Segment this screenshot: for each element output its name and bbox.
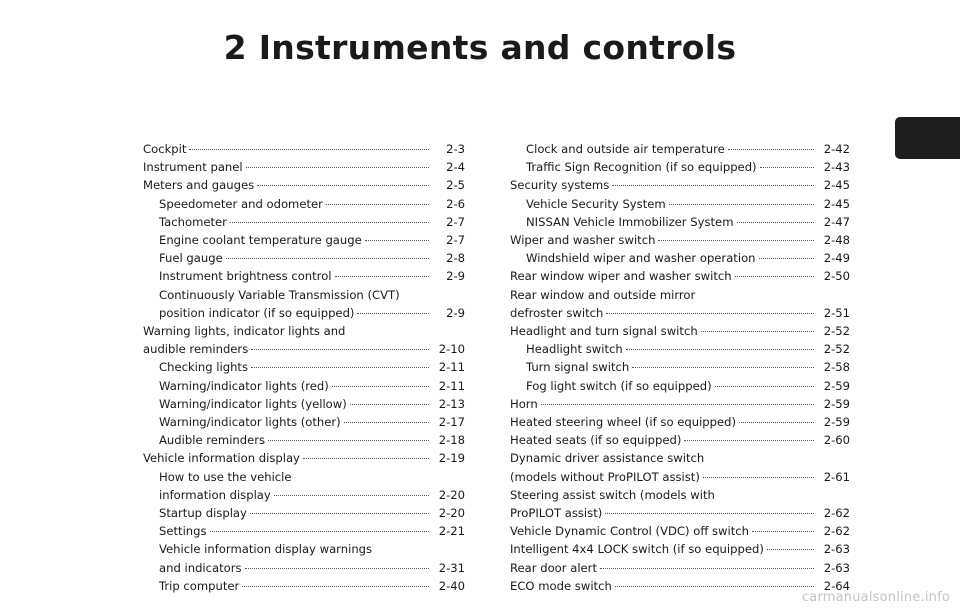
watermark: carmanualsonline.info [801, 590, 950, 605]
toc-entry[interactable] [143, 358, 465, 376]
toc-entry-label: Settings [159, 524, 207, 539]
toc-entry-label: Trip computer [159, 578, 240, 593]
toc-entry-page: 2-48 [823, 233, 850, 248]
dot-leader [274, 494, 429, 496]
toc-entry[interactable] [510, 176, 850, 194]
toc-entry-label: Engine coolant temperature gauge [159, 233, 362, 248]
toc-entry-label: (models without ProPILOT assist) [510, 469, 700, 484]
dot-leader [541, 403, 814, 405]
toc-entry-page: 2-52 [823, 324, 850, 339]
toc-entry-page: 2-18 [438, 433, 465, 448]
toc-entry-label: Horn [510, 396, 538, 411]
toc-entry-page: 2-3 [446, 142, 465, 156]
toc-entry-label: Intelligent 4x4 LOCK switch (if so equipped) [510, 542, 764, 557]
toc-entry[interactable] [510, 213, 850, 231]
toc-entry-label: Vehicle Security System [526, 196, 666, 211]
toc-entry[interactable] [510, 540, 850, 558]
dot-leader [189, 148, 429, 150]
toc-entry-label: Startup display [159, 506, 247, 521]
toc-entry-label-line: Continuously Variable Transmission (CVT) [159, 287, 400, 302]
toc-entry[interactable] [510, 231, 850, 249]
toc-entry[interactable] [143, 577, 465, 595]
toc-entry-page: 2-11 [438, 378, 465, 393]
dot-leader [350, 403, 429, 405]
toc-entry[interactable] [510, 395, 850, 413]
toc-entry[interactable] [143, 431, 465, 449]
dot-leader [632, 366, 814, 368]
toc-entry-page: 2-45 [823, 178, 850, 193]
toc-entry-label: Fog light switch (if so equipped) [526, 378, 712, 393]
dot-leader [728, 148, 814, 150]
toc-entry-page: 2-5 [446, 178, 465, 193]
toc-entry[interactable] [143, 267, 465, 285]
toc-entry-label: Wiper and washer switch [510, 233, 656, 248]
toc-entry-page: 2-50 [823, 269, 850, 284]
dot-leader [268, 439, 429, 441]
toc-entry-page: 2-51 [823, 305, 850, 320]
toc-entry-label-line: Rear window and outside mirror [510, 287, 696, 302]
dot-leader [226, 257, 429, 259]
toc-entry[interactable] [143, 413, 465, 431]
toc-entry-label: Speedometer and odometer [159, 196, 323, 211]
toc-entry[interactable] [143, 140, 465, 158]
toc-entry[interactable] [510, 267, 850, 285]
toc-entry-label: Heated seats (if so equipped) [510, 433, 682, 448]
toc-entry-label: Vehicle information display [143, 451, 300, 466]
dot-leader [606, 312, 814, 314]
dot-leader [245, 567, 429, 569]
toc-entry-page: 2-45 [823, 196, 850, 211]
toc-entry-page: 2-58 [823, 360, 850, 375]
toc-entry-label: Windshield wiper and washer operation [526, 251, 756, 266]
dot-leader [760, 166, 814, 168]
toc-entry-page: 2-49 [823, 251, 850, 266]
dot-leader [251, 348, 429, 350]
toc-entry-label: Headlight switch [526, 342, 623, 357]
toc-entry-page: 2-61 [823, 469, 850, 484]
dot-leader [626, 348, 814, 350]
toc-entry[interactable] [143, 158, 465, 176]
toc-entry-page: 2-59 [823, 396, 850, 411]
toc-entry-page: 2-63 [823, 542, 850, 557]
dot-leader [326, 203, 429, 205]
toc-entry-label: Heated steering wheel (if so equipped) [510, 415, 737, 430]
toc-entry[interactable] [510, 158, 850, 176]
dot-leader [332, 385, 429, 387]
toc-entry[interactable] [510, 577, 850, 595]
dot-leader [605, 512, 814, 514]
dot-leader [684, 439, 814, 441]
dot-leader [759, 257, 814, 259]
toc-entry[interactable] [510, 286, 850, 322]
toc-entry-page: 2-62 [823, 506, 850, 521]
toc-entry[interactable] [143, 286, 465, 322]
toc-entry-page: 2-11 [438, 360, 465, 375]
toc-entry-page: 2-59 [823, 415, 850, 430]
toc-entry[interactable] [510, 486, 850, 522]
toc-entry-label: ProPILOT assist) [510, 506, 603, 521]
toc-entry-page: 2-13 [438, 396, 465, 411]
toc-entry-label: position indicator (if so equipped) [159, 305, 355, 320]
toc-entry-page: 2-4 [446, 160, 465, 175]
toc-entry-page: 2-31 [438, 560, 465, 575]
toc-left-column [143, 140, 465, 595]
dot-leader [752, 530, 814, 532]
toc-entry-label: ECO mode switch [510, 578, 612, 593]
dot-leader [735, 275, 814, 277]
dot-leader [230, 221, 429, 223]
toc-entry[interactable] [510, 340, 850, 358]
toc-entry-page: 2-21 [438, 524, 465, 539]
toc-entry-page: 2-43 [823, 160, 850, 175]
toc-entry[interactable] [510, 140, 850, 158]
toc-entry-label: Warning/indicator lights (yellow) [159, 396, 347, 411]
toc-entry[interactable] [143, 322, 465, 358]
toc-entry-label: Warning/indicator lights (other) [159, 415, 341, 430]
toc-entry-label: Traffic Sign Recognition (if so equipped) [526, 160, 757, 175]
dot-leader [246, 166, 429, 168]
toc-entry-label: information display [159, 487, 271, 502]
toc-entry-label: Headlight and turn signal switch [510, 324, 698, 339]
dot-leader [600, 567, 814, 569]
toc-entry-page: 2-59 [823, 378, 850, 393]
dot-leader [257, 184, 429, 186]
dot-leader [365, 239, 429, 241]
toc-entry-page: 2-42 [823, 142, 850, 156]
toc-entry[interactable] [510, 522, 850, 540]
toc-entry-page: 2-7 [446, 233, 465, 248]
toc-entry-page: 2-47 [823, 214, 850, 229]
toc-entry-page: 2-9 [446, 305, 465, 320]
toc-entry-page: 2-20 [438, 487, 465, 502]
toc-entry-page: 2-52 [823, 342, 850, 357]
dot-leader [335, 275, 429, 277]
toc-entry[interactable] [510, 413, 850, 431]
toc-entry-label: Vehicle Dynamic Control (VDC) off switch [510, 524, 750, 539]
toc-entry-label: Instrument panel [143, 160, 243, 175]
toc-entry-label: Rear window wiper and washer switch [510, 269, 732, 284]
toc-entry-page: 2-60 [823, 433, 850, 448]
toc-entry-page: 2-62 [823, 524, 850, 539]
toc-entry-page: 2-64 [823, 578, 850, 593]
dot-leader [703, 476, 814, 478]
dot-leader [250, 512, 429, 514]
toc-entry[interactable] [510, 249, 850, 267]
toc-entry[interactable] [143, 504, 465, 522]
toc-entry[interactable] [510, 358, 850, 376]
dot-leader [242, 585, 429, 587]
toc-entry[interactable] [510, 431, 850, 449]
toc-entry[interactable] [143, 395, 465, 413]
dot-leader [615, 585, 814, 587]
toc-entry-label: Fuel gauge [159, 251, 223, 266]
toc-entry[interactable] [143, 449, 465, 467]
toc-entry-label: Clock and outside air temperature [526, 142, 725, 156]
toc-entry-page: 2-8 [446, 251, 465, 266]
toc-entry-label: Turn signal switch [526, 360, 630, 375]
toc-entry-label: Security systems [510, 178, 610, 193]
toc-entry[interactable] [143, 195, 465, 213]
toc-entry-label: Instrument brightness control [159, 269, 332, 284]
toc-entry-label: Cockpit [143, 142, 187, 156]
toc-entry-label-line: Warning lights, indicator lights and [143, 324, 346, 339]
toc-right-column [510, 140, 850, 595]
toc-entry[interactable] [143, 231, 465, 249]
dot-leader [251, 366, 429, 368]
toc-entry-label-line: Steering assist switch (models with [510, 487, 715, 502]
dot-leader [210, 530, 429, 532]
dot-leader [357, 312, 429, 314]
chapter-title: 2 Instruments and controls [223, 28, 737, 67]
toc-entry[interactable] [143, 468, 465, 504]
toc-entry-page: 2-6 [446, 196, 465, 211]
toc-entry-label: NISSAN Vehicle Immobilizer System [526, 214, 734, 229]
dot-leader [669, 203, 814, 205]
toc-entry-label-line: Dynamic driver assistance switch [510, 451, 705, 466]
toc-entry[interactable] [510, 449, 850, 485]
toc-entry-label: Checking lights [159, 360, 249, 375]
toc-entry-page: 2-20 [438, 506, 465, 521]
chapter-tab-marker [895, 117, 960, 159]
toc-entry-label: Rear door alert [510, 560, 597, 575]
toc-entry[interactable] [143, 540, 465, 576]
toc-entry[interactable] [143, 522, 465, 540]
toc-entry-label: Warning/indicator lights (red) [159, 378, 329, 393]
dot-leader [767, 548, 814, 550]
toc-entry[interactable] [510, 377, 850, 395]
toc-entry-label-line: How to use the vehicle [159, 469, 292, 484]
dot-leader [658, 239, 814, 241]
toc-entry-label: defroster switch [510, 305, 604, 320]
toc-entry-label: Audible reminders [159, 433, 266, 448]
dot-leader [739, 421, 814, 423]
dot-leader [612, 184, 814, 186]
dot-leader [303, 457, 429, 459]
toc-entry[interactable] [510, 559, 850, 577]
toc-entry[interactable] [143, 176, 465, 194]
toc-entry-label: Meters and gauges [143, 178, 255, 193]
toc-entry-page: 2-17 [438, 415, 465, 430]
toc-entry[interactable] [510, 195, 850, 213]
toc-entry-page: 2-40 [438, 578, 465, 593]
toc-entry-label-line: Vehicle information display warnings [159, 542, 373, 557]
dot-leader [344, 421, 429, 423]
toc-entry-page: 2-7 [446, 214, 465, 229]
dot-leader [715, 385, 814, 387]
toc-entry-label: Tachometer [159, 214, 227, 229]
toc-entry-label: and indicators [159, 560, 242, 575]
toc-entry-page: 2-63 [823, 560, 850, 575]
toc-entry-page: 2-19 [438, 451, 465, 466]
toc-entry-label: audible reminders [143, 342, 249, 357]
toc-entry[interactable] [143, 213, 465, 231]
toc-entry[interactable] [510, 322, 850, 340]
dot-leader [737, 221, 815, 223]
toc-entry-page: 2-9 [446, 269, 465, 284]
dot-leader [701, 330, 814, 332]
toc-entry-page: 2-10 [438, 342, 465, 357]
toc-entry[interactable] [143, 377, 465, 395]
toc-entry[interactable] [143, 249, 465, 267]
